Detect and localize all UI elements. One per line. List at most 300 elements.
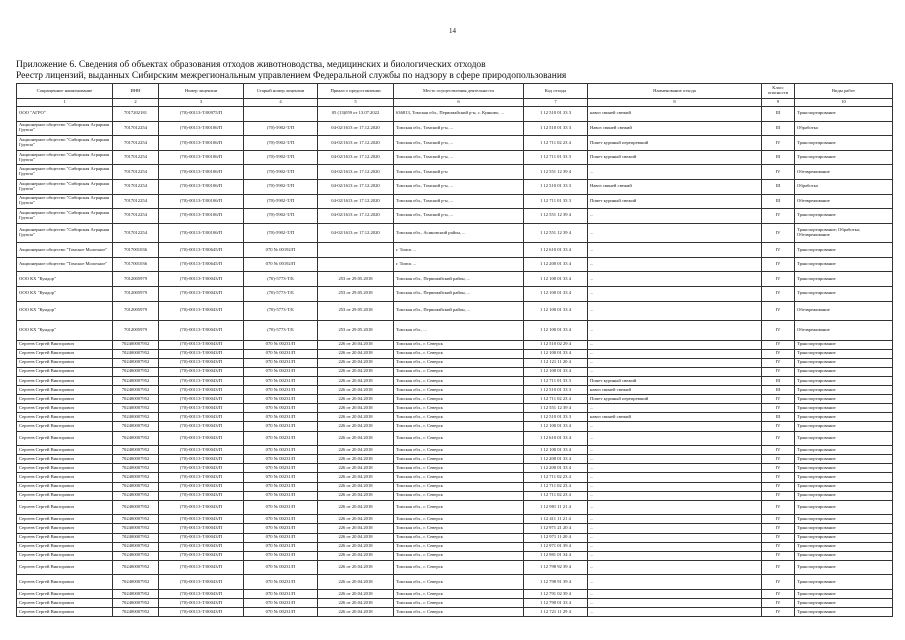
table-cell: 1 12 510 01 33 3 <box>524 107 588 122</box>
table-cell: 636813, Томская обл., Первомайский р-н, с. Куяново, ... <box>394 107 524 122</box>
table-cell: Транспортирование <box>795 608 893 617</box>
table-cell: ООО КХ "Кундор" <box>17 301 113 321</box>
table-cell: IV <box>762 223 795 243</box>
table-cell: Томская обл., Первомайский район, ... <box>394 272 524 287</box>
table-cell: Сергеев Сергей Викторович <box>17 377 113 386</box>
table-cell: 702400007952 <box>113 589 159 598</box>
table-cell: Обезвреживание <box>795 165 893 180</box>
table-cell: IV <box>762 165 795 180</box>
table-cell: 04-02/1613 от 17.12.2020 <box>318 136 394 151</box>
table-cell: Томская обл., г. Северск <box>394 589 524 598</box>
table-cell: Акционерное общество "Сибирская Аграрная Группа" <box>17 121 113 136</box>
table-cell: Транспортирование <box>795 551 893 560</box>
table-cell: IV <box>762 599 795 608</box>
table-cell: Акционерное общество "Сибирская Аграрная Группа" <box>17 209 113 224</box>
table-cell: ООО КХ "Кундор" <box>17 272 113 287</box>
table-row <box>17 121 893 136</box>
table-cell: IV <box>762 524 795 533</box>
table-cell: 070 № 00231/П <box>244 500 318 515</box>
table-cell: 1 12 100 01 33 4 <box>524 272 588 287</box>
table-cell: Томская обл., г. Северск <box>394 515 524 524</box>
table-cell: 7017202181 <box>113 107 159 122</box>
table-cell: Акционерное общество "Томское Молочное" <box>17 257 113 272</box>
table-cell: Транспортирование <box>795 377 893 386</box>
table-cell: 702400007952 <box>113 413 159 422</box>
table-cell: IV <box>762 551 795 560</box>
table-cell: 7017012254 <box>113 194 159 209</box>
table-cell: Томская обл., г. Северск <box>394 404 524 413</box>
table-cell: ... <box>588 446 762 455</box>
table-cell: 7017001036 <box>113 243 159 258</box>
table-cell: IV <box>762 287 795 302</box>
table-cell: ... <box>588 542 762 551</box>
table-cell: Томская обл., Томский р-н, ... <box>394 150 524 165</box>
table-row <box>17 223 893 243</box>
table-cell: Сергеев Сергей Викторович <box>17 542 113 551</box>
table-cell: ... <box>588 500 762 515</box>
table-cell: 070 № 00231/П <box>244 413 318 422</box>
table-cell: 253 от 29.05.2018 <box>318 287 394 302</box>
table-cell: 04-02/1613 от 17.12.2020 <box>318 150 394 165</box>
table-cell: IV <box>762 455 795 464</box>
table-cell: 7017012254 <box>113 121 159 136</box>
table-cell: Томская обл., г. Северск <box>394 377 524 386</box>
table-cell: 226 от 20.04.2018 <box>318 599 394 608</box>
table-cell: 070 № 00231/П <box>244 358 318 367</box>
table-cell: Помет куриный свежий <box>588 377 762 386</box>
table-row <box>17 551 893 560</box>
table-cell: IV <box>762 136 795 151</box>
table-cell: 1 12 790 01 33 4 <box>524 599 588 608</box>
table-cell: 226 от 20.04.2018 <box>318 413 394 422</box>
table-row <box>17 455 893 464</box>
table-cell: ... <box>588 340 762 349</box>
table-cell: 226 от 20.04.2018 <box>318 422 394 431</box>
column-header: ИНН <box>113 84 159 99</box>
table-cell: Томская обл., ... <box>394 321 524 341</box>
table-row <box>17 150 893 165</box>
table-cell: Томская обл., г. Северск <box>394 446 524 455</box>
table-cell: (70)-5902-Т/П <box>244 165 318 180</box>
table-cell: 1 12 121 11 20 4 <box>524 358 588 367</box>
table-cell: (70)-00113-Т/00043/П <box>159 287 244 302</box>
column-header: Номер лицензии <box>159 84 244 99</box>
table-cell: 226 от 20.04.2018 <box>318 542 394 551</box>
table-cell: 226 от 20.04.2018 <box>318 551 394 560</box>
table-cell: (70)-00113-Т/00106/П <box>159 121 244 136</box>
table-cell: (70)-00113-Т/00043/П <box>159 395 244 404</box>
column-header: Класс опасности <box>762 84 795 99</box>
table-cell: IV <box>762 340 795 349</box>
table-cell: Помет куриный перепревший <box>588 136 762 151</box>
table-cell: 702400007952 <box>113 551 159 560</box>
table-cell: 1 12 798 91 39 4 <box>524 575 588 590</box>
table-header-row <box>17 84 893 99</box>
table-cell: Сергеев Сергей Викторович <box>17 491 113 500</box>
table-cell: 070 № 00192/П <box>244 243 318 258</box>
table-cell: (70)-00113-Т/00106/П <box>159 150 244 165</box>
table-cell: 1 12 510 02 29 4 <box>524 340 588 349</box>
table-cell: Транспортирование <box>795 464 893 473</box>
table-cell: Сергеев Сергей Викторович <box>17 464 113 473</box>
table-cell: навоз свиней свежий <box>588 107 762 122</box>
table-cell: 1 12 100 01 33 4 <box>524 321 588 341</box>
table-cell: Томская обл., Первомайский район, ... <box>394 301 524 321</box>
table-cell: IV <box>762 500 795 515</box>
table-cell: 1 12 971 11 20 4 <box>524 533 588 542</box>
table-cell: (70)-00113-Т/00975/П <box>159 107 244 122</box>
table-cell: Обезвреживание <box>795 321 893 341</box>
table-cell: 702400007952 <box>113 349 159 358</box>
table-cell: Томская обл., г. Северск <box>394 524 524 533</box>
table-cell: (70)-5902-Т/П <box>244 209 318 224</box>
table-cell: 226 от 20.04.2018 <box>318 431 394 446</box>
table-row <box>17 404 893 413</box>
table-cell: Сергеев Сергей Викторович <box>17 431 113 446</box>
table-cell: (70)-5773-Т/Б <box>244 321 318 341</box>
table-cell: 7017012254 <box>113 179 159 194</box>
table-cell: 1 12 711 02 23 4 <box>524 491 588 500</box>
table-cell: (70)-00113-Т/00043/П <box>159 464 244 473</box>
table-cell: Томская обл., г. Северск <box>394 431 524 446</box>
table-cell: Томская обл., Томский р-н <box>394 165 524 180</box>
table-cell: Сергеев Сергей Викторович <box>17 515 113 524</box>
table-cell: ... <box>588 243 762 258</box>
table-cell: 226 от 20.04.2018 <box>318 404 394 413</box>
table-cell: Транспортирование <box>795 431 893 446</box>
table-cell: 226 от 20.04.2018 <box>318 575 394 590</box>
table-cell: 070 № 00231/П <box>244 575 318 590</box>
table-cell: (70)-00113-Т/00645/П <box>159 243 244 258</box>
table-cell: 702400007952 <box>113 542 159 551</box>
table-cell: 226 от 20.04.2018 <box>318 455 394 464</box>
table-cell: ... <box>588 431 762 446</box>
table-row <box>17 395 893 404</box>
table-cell: Транспортирование <box>795 524 893 533</box>
table-cell: Томская обл., г. Северск <box>394 413 524 422</box>
table-cell: 070 № 00231/П <box>244 422 318 431</box>
table-cell: 1 12 100 01 33 4 <box>524 367 588 376</box>
table-cell: IV <box>762 464 795 473</box>
table-cell: 070 № 00231/П <box>244 455 318 464</box>
table-cell: 070 № 00231/П <box>244 482 318 491</box>
table-row <box>17 533 893 542</box>
table-cell: 702400007952 <box>113 358 159 367</box>
table-cell: ... <box>588 575 762 590</box>
table-cell: Помет куриный свежий <box>588 150 762 165</box>
table-cell: 1 12 551 12 39 4 <box>524 165 588 180</box>
table-cell: Акционерное общество "Сибирская Аграрная Группа" <box>17 150 113 165</box>
table-cell: Транспортирование <box>795 515 893 524</box>
table-cell: Акционерное общество "Сибирская Аграрная Группа" <box>17 223 113 243</box>
table-cell: (70)-00113-Т/00043/П <box>159 413 244 422</box>
table-cell: 070 № 00231/П <box>244 542 318 551</box>
table-cell: Томская обл., Томский р-н, ... <box>394 209 524 224</box>
table-cell: 1 12 510 01 33 3 <box>524 386 588 395</box>
table-row <box>17 165 893 180</box>
table-cell: Сергеев Сергей Викторович <box>17 413 113 422</box>
table-row <box>17 272 893 287</box>
table-cell: IV <box>762 533 795 542</box>
table-cell: Томская обл., г. Северск <box>394 482 524 491</box>
table-row <box>17 560 893 575</box>
table-cell: Обработка <box>795 121 893 136</box>
table-row <box>17 358 893 367</box>
table-cell: IV <box>762 272 795 287</box>
table-cell: (70)-00113-Т/00043/П <box>159 473 244 482</box>
table-cell: 702400007952 <box>113 422 159 431</box>
table-cell: навоз свиней свежий <box>588 413 762 422</box>
table-cell: 702400007952 <box>113 491 159 500</box>
table-cell: Сергеев Сергей Викторович <box>17 446 113 455</box>
table-cell: ... <box>588 608 762 617</box>
table-cell: (70)-5902-Т/П <box>244 121 318 136</box>
table-cell: 7012005979 <box>113 287 159 302</box>
table-cell: Транспортирование <box>795 422 893 431</box>
table-cell: 1 12 100 01 33 4 <box>524 349 588 358</box>
table-cell: (70)-00113-Т/00043/П <box>159 491 244 500</box>
table-cell: ... <box>588 301 762 321</box>
table-cell: Акционерное общество "Сибирская Аграрная Группа" <box>17 179 113 194</box>
table-cell: (70)-00113-Т/00106/П <box>159 209 244 224</box>
table-cell: г. Томск ... <box>394 257 524 272</box>
table-cell: (70)-00113-Т/00043/П <box>159 608 244 617</box>
table-cell: 1 12 610 01 33 4 <box>524 243 588 258</box>
table-cell: 1 12 100 01 33 4 <box>524 301 588 321</box>
table-cell: 1 12 551 12 39 4 <box>524 209 588 224</box>
table-cell: IV <box>762 560 795 575</box>
table-cell: Томская обл., г. Северск <box>394 542 524 551</box>
table-cell: Транспортирование <box>795 287 893 302</box>
table-cell: навоз свиней свежий <box>588 386 762 395</box>
table-cell: 070 № 00231/П <box>244 446 318 455</box>
table-cell: 253 от 29.05.2018 <box>318 272 394 287</box>
table-cell: (70)-5902-Т/П <box>244 223 318 243</box>
table-cell: IV <box>762 589 795 598</box>
table-cell: 070 № 00231/П <box>244 349 318 358</box>
table-row <box>17 321 893 341</box>
table-row <box>17 413 893 422</box>
table-row <box>17 340 893 349</box>
table-cell: Навоз свиней свежий <box>588 121 762 136</box>
table-cell: Транспортирование <box>795 272 893 287</box>
table-cell: IV <box>762 395 795 404</box>
table-cell: 702400007952 <box>113 340 159 349</box>
table-row <box>17 431 893 446</box>
table-cell: (70)-00113-Т/00043/П <box>159 301 244 321</box>
table-cell: 070 № 00231/П <box>244 560 318 575</box>
table-cell: Транспортирование <box>795 386 893 395</box>
table-body <box>17 107 893 617</box>
table-cell: ООО КХ "Кундор" <box>17 287 113 302</box>
table-row <box>17 524 893 533</box>
table-cell: IV <box>762 473 795 482</box>
table-cell: 226 от 20.04.2018 <box>318 491 394 500</box>
table-cell: Транспортирование <box>795 491 893 500</box>
table-cell: (70)-00113-Т/00043/П <box>159 446 244 455</box>
table-cell: 226 от 20.04.2018 <box>318 446 394 455</box>
table-cell: IV <box>762 515 795 524</box>
table-cell: Транспортирование <box>795 542 893 551</box>
table-cell: 1 12 981 11 21 4 <box>524 500 588 515</box>
table-cell: 226 от 20.04.2018 <box>318 386 394 395</box>
table-cell: (70)-00113-Т/00043/П <box>159 321 244 341</box>
table-cell: 1 12 791 02 39 4 <box>524 589 588 598</box>
table-cell: Томская обл., г. Северск <box>394 422 524 431</box>
table-cell: Сергеев Сергей Викторович <box>17 482 113 491</box>
license-registry-table <box>16 83 893 617</box>
table-cell: III <box>762 413 795 422</box>
table-cell: Томская обл., г. Северск <box>394 455 524 464</box>
table-cell: (70)-00113-Т/00106/П <box>159 194 244 209</box>
table-cell: Обработка <box>795 179 893 194</box>
table-row <box>17 500 893 515</box>
table-cell: 1 12 798 92 39 4 <box>524 560 588 575</box>
table-cell: 1 12 981 01 34 4 <box>524 551 588 560</box>
table-row <box>17 515 893 524</box>
table-cell: Транспортирование <box>795 243 893 258</box>
table-cell: ... <box>588 599 762 608</box>
table-cell: ... <box>588 257 762 272</box>
table-cell: 070 № 00192/П <box>244 257 318 272</box>
table-row <box>17 608 893 617</box>
table-cell: 702400007952 <box>113 500 159 515</box>
table-row <box>17 349 893 358</box>
table-cell: 226 от 20.04.2018 <box>318 377 394 386</box>
table-cell: III <box>762 107 795 122</box>
table-cell: (70)-00113-Т/00043/П <box>159 533 244 542</box>
column-number: 7 <box>524 99 588 107</box>
column-header: Код отхода <box>524 84 588 99</box>
table-cell: (70)-00113-Т/00043/П <box>159 349 244 358</box>
column-header: Виды работ <box>795 84 893 99</box>
table-cell: 226 от 20.04.2018 <box>318 349 394 358</box>
table-cell: (70)-00113-Т/00043/П <box>159 589 244 598</box>
column-number-row <box>17 99 893 107</box>
table-cell: Транспортирование <box>795 358 893 367</box>
table-cell: Обезвреживание <box>795 194 893 209</box>
table-cell: Томская обл., г. Северск <box>394 367 524 376</box>
page-number: 14 <box>449 27 456 35</box>
table-cell: ... <box>588 287 762 302</box>
table-cell: 702400007952 <box>113 446 159 455</box>
table-cell: Транспортирование <box>795 473 893 482</box>
table-cell: 702400007952 <box>113 395 159 404</box>
table-cell: Обезвреживание <box>795 301 893 321</box>
table-cell: (70)-00113-Т/00645/П <box>159 257 244 272</box>
table-cell: ... <box>588 464 762 473</box>
table-cell: Сергеев Сергей Викторович <box>17 340 113 349</box>
table-cell: Томская обл., г. Северск <box>394 575 524 590</box>
table-cell: IV <box>762 243 795 258</box>
table-cell: 1 12 100 01 33 4 <box>524 446 588 455</box>
table-cell: (70)-00113-Т/00043/П <box>159 551 244 560</box>
table-cell: ... <box>588 515 762 524</box>
table-cell: (70)-00113-Т/00043/П <box>159 431 244 446</box>
table-row <box>17 482 893 491</box>
table-cell: Сергеев Сергей Викторович <box>17 349 113 358</box>
table-cell: Сергеев Сергей Викторович <box>17 589 113 598</box>
table-cell: Томская обл., г. Северск <box>394 395 524 404</box>
table-cell: 1 12 510 01 33 3 <box>524 121 588 136</box>
table-cell: 702400007952 <box>113 464 159 473</box>
table-cell: 7017012254 <box>113 150 159 165</box>
table-cell: Сергеев Сергей Викторович <box>17 422 113 431</box>
table-cell: Сергеев Сергей Викторович <box>17 395 113 404</box>
table-cell: 04-02/1613 от 17.12.2020 <box>318 223 394 243</box>
table-cell: 702400007952 <box>113 533 159 542</box>
table-cell: IV <box>762 367 795 376</box>
table-row <box>17 386 893 395</box>
table-cell: 7017012254 <box>113 223 159 243</box>
table-cell: 226 от 20.04.2018 <box>318 524 394 533</box>
table-cell: ... <box>588 404 762 413</box>
table-cell: 04-02/1613 от 17.12.2020 <box>318 194 394 209</box>
table-row <box>17 194 893 209</box>
table-cell: IV <box>762 482 795 491</box>
table-cell: Транспортирование <box>795 150 893 165</box>
table-cell: Томская обл., Томский р-н, ... <box>394 179 524 194</box>
table-cell: Томская обл., г. Северск <box>394 349 524 358</box>
table-cell: Сергеев Сергей Викторович <box>17 404 113 413</box>
table-cell: 702400007952 <box>113 404 159 413</box>
table-cell: Транспортирование <box>795 340 893 349</box>
table-cell: 1 12 721 11 29 4 <box>524 608 588 617</box>
table-cell: IV <box>762 422 795 431</box>
table-row <box>17 287 893 302</box>
table-cell: 702400007952 <box>113 455 159 464</box>
table-cell: IV <box>762 404 795 413</box>
table-cell: 1 12 100 01 33 4 <box>524 287 588 302</box>
table-cell: Сергеев Сергей Викторович <box>17 575 113 590</box>
table-cell: IV <box>762 257 795 272</box>
table-cell: Томская обл., Асиновский район, ... <box>394 223 524 243</box>
table-cell: 070 № 00231/П <box>244 340 318 349</box>
table-cell: (70)-00113-Т/00043/П <box>159 340 244 349</box>
table-cell: 702400007952 <box>113 560 159 575</box>
table-row <box>17 243 893 258</box>
table-cell: IV <box>762 431 795 446</box>
column-header: Сокращенное наименование <box>17 84 113 99</box>
table-cell: 226 от 20.04.2018 <box>318 340 394 349</box>
column-number: 1 <box>17 99 113 107</box>
table-cell: Транспортирование <box>795 395 893 404</box>
table-cell: Акционерное общество "Томское Молочное" <box>17 243 113 258</box>
table-row <box>17 599 893 608</box>
table-cell: (70)-00113-Т/00043/П <box>159 455 244 464</box>
table-cell: 226 от 20.04.2018 <box>318 608 394 617</box>
table-cell: Акционерное общество "Сибирская Аграрная Группа" <box>17 194 113 209</box>
table-cell: 1 12 711 02 23 4 <box>524 482 588 491</box>
table-cell: (70)-00113-Т/00043/П <box>159 404 244 413</box>
table-cell: IV <box>762 301 795 321</box>
table-cell: (70)-5773-Т/Б <box>244 287 318 302</box>
table-cell: 702400007952 <box>113 367 159 376</box>
table-cell: 1 12 100 01 33 4 <box>524 422 588 431</box>
table-cell: IV <box>762 321 795 341</box>
table-cell: 070 № 00231/П <box>244 404 318 413</box>
table-cell: Сергеев Сергей Викторович <box>17 455 113 464</box>
table-cell: 1 12 200 01 33 4 <box>524 455 588 464</box>
table-row <box>17 491 893 500</box>
table-cell: 1 12 610 01 33 4 <box>524 431 588 446</box>
table-cell: Транспортирование <box>795 575 893 590</box>
column-header: Наименование отхода <box>588 84 762 99</box>
table-cell: 1 12 551 12 39 4 <box>524 404 588 413</box>
table-cell: 702400007952 <box>113 473 159 482</box>
table-cell: Транспортирование <box>795 589 893 598</box>
table-cell: 226 от 20.04.2018 <box>318 473 394 482</box>
